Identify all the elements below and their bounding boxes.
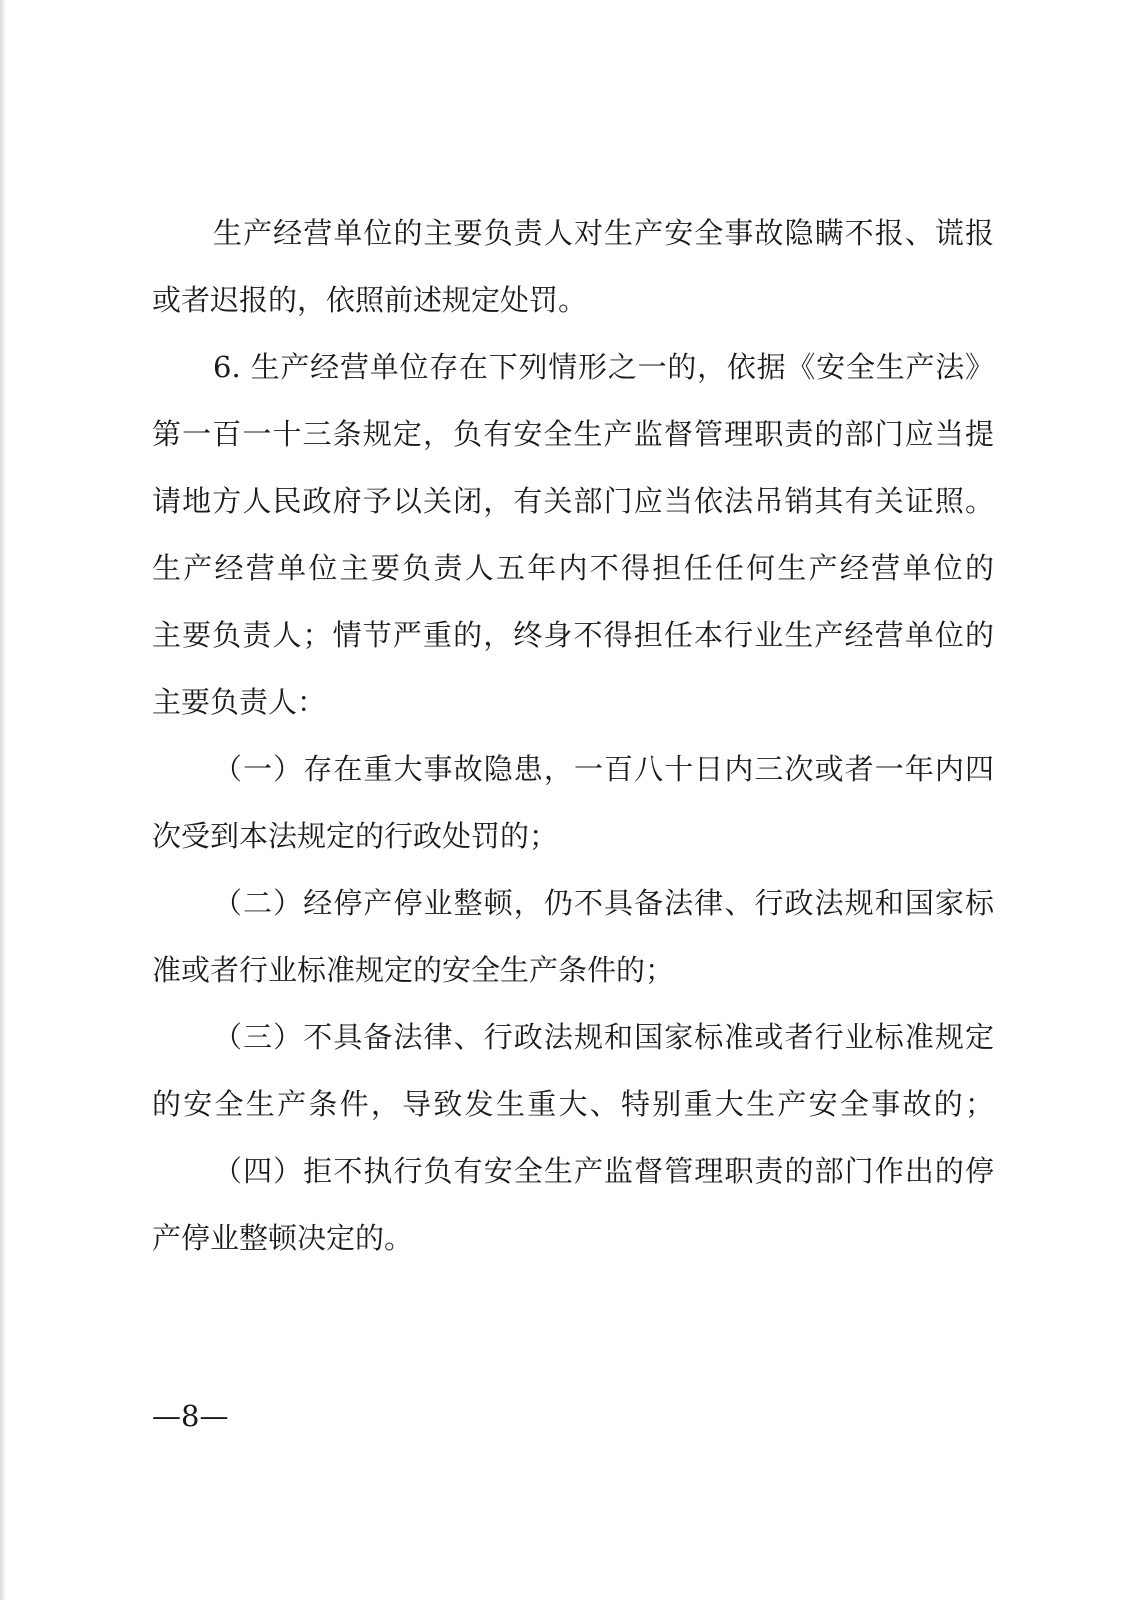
list-item-line: （四）拒不执行负有安全生产监督管理职责的部门作出的停 xyxy=(213,1154,994,1188)
list-item-line: 次受到本法规定的行政处罚的； xyxy=(152,819,559,853)
list-item-line: （三）不具备法律、行政法规和国家标准或者行业标准规定 xyxy=(213,1020,994,1054)
paragraph-line: 第一百一十三条规定，负有安全生产监督管理职责的部门应当提 xyxy=(152,417,994,451)
paragraph-line: 6. 生产经营单位存在下列情形之一的，依据《安全生产法》 xyxy=(213,350,994,384)
paragraph-line: 生产经营单位主要负责人五年内不得担任任何生产经营单位的 xyxy=(152,551,994,585)
list-item-line: 准或者行业标准规定的安全生产条件的； xyxy=(152,953,675,987)
page-number: —8— xyxy=(152,1399,229,1433)
paragraph-line: 主要负责人；情节严重的，终身不得担任本行业生产经营单位的 xyxy=(152,618,994,652)
page-edge-shadow xyxy=(0,0,6,1600)
list-item-line: 的安全生产条件，导致发生重大、特别重大生产安全事故的； xyxy=(152,1087,994,1121)
body-text xyxy=(152,200,994,1272)
paragraph-line: 或者迟报的，依照前述规定处罚。 xyxy=(152,283,588,317)
list-item-line: （二）经停产停业整顿，仍不具备法律、行政法规和国家标 xyxy=(213,886,994,920)
paragraph-line: 请地方人民政府予以关闭，有关部门应当依法吊销其有关证照。 xyxy=(152,484,994,518)
list-item-line: （一）存在重大事故隐患，一百八十日内三次或者一年内四 xyxy=(213,752,994,786)
list-item-line: 产停业整顿决定的。 xyxy=(152,1221,414,1255)
paragraph-line: 主要负责人： xyxy=(152,685,327,719)
paragraph-line: 生产经营单位的主要负责人对生产安全事故隐瞒不报、谎报 xyxy=(213,216,994,250)
